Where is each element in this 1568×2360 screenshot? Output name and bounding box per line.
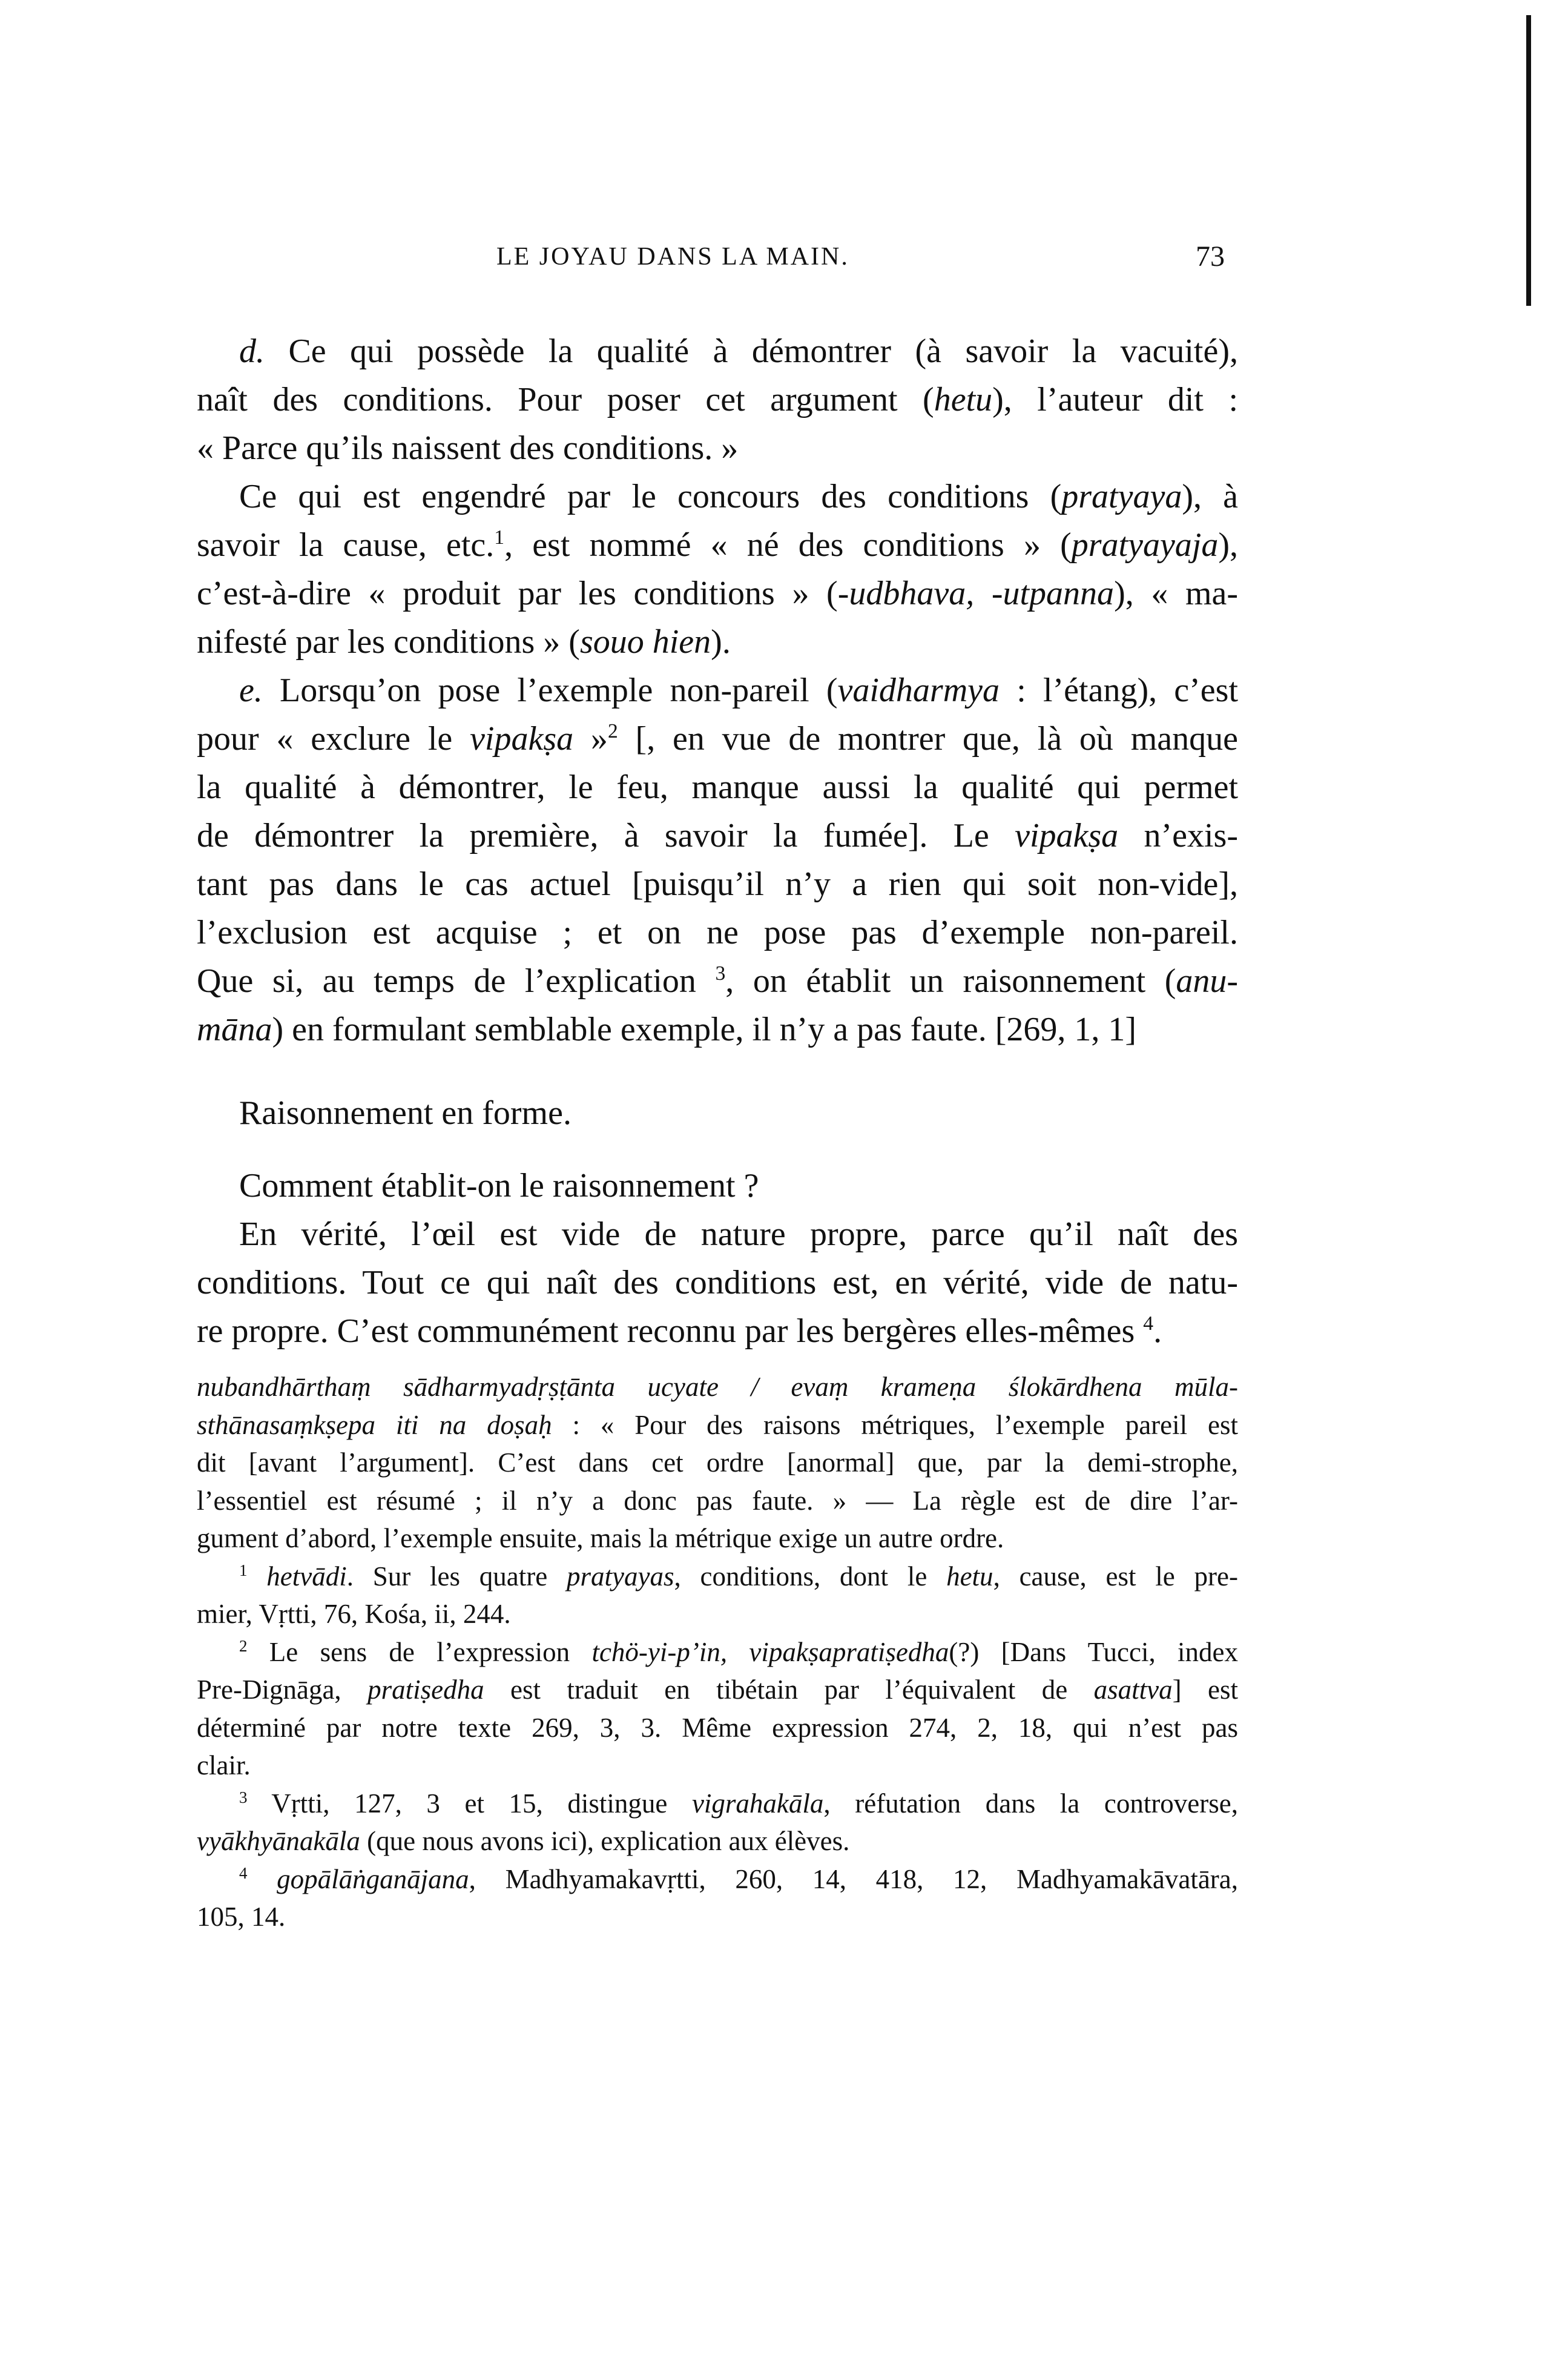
text-run: (que nous avons ici), explication aux élèves. [360, 1826, 850, 1856]
text-run: nifesté par les conditions » ( [197, 623, 580, 661]
italic-term: vyākhyānakāla [197, 1826, 360, 1856]
text-run: : l’étang), c’est [1000, 672, 1238, 709]
text-line [197, 763, 1238, 811]
text-run: (?) [Dans Tucci, index [949, 1636, 1238, 1667]
italic-term: -udbhava, -utpanna [837, 575, 1115, 612]
text-run: . [1153, 1312, 1162, 1350]
footnote-marker: 1 [239, 1561, 248, 1579]
text-run [248, 1561, 267, 1592]
text-run: , conditions, dont le [674, 1561, 947, 1592]
text-line [197, 1519, 1238, 1558]
text-run: re propre. C’est communément reconnu par les bergères elles-mêmes [197, 1312, 1144, 1350]
text-line [197, 1633, 1238, 1671]
text-run: dit [avant l’argument]. C’est dans cet ordre [anormal] que, par la demi-strophe, [197, 1447, 1238, 1478]
section-heading [197, 1089, 1238, 1137]
text-line [197, 1822, 1238, 1860]
italic-term: e. [239, 672, 263, 709]
italic-term: vaidharmya [837, 672, 1000, 709]
footnote-marker: 2 [607, 719, 618, 742]
text-line [197, 908, 1238, 957]
italic-term: gopālāṅganājana [277, 1863, 469, 1894]
footnote [197, 1860, 1238, 1936]
italic-term: hetu [934, 381, 993, 418]
text-run: de démontrer la première, à savoir la fumée]. Le [197, 817, 1015, 854]
text-run: Vṛtti, 127, 3 et 15, distingue [247, 1788, 692, 1819]
text-line [197, 1368, 1238, 1406]
italic-term: d. [239, 332, 265, 370]
footnote [197, 1633, 1238, 1785]
footnote [197, 1785, 1238, 1860]
paragraph [197, 1210, 1238, 1355]
text-run: « Parce qu’ils naissent des conditions. » [197, 429, 739, 467]
italic-term: sthānasaṃkṣepa iti na doṣaḥ [197, 1409, 552, 1440]
text-line [197, 1162, 1238, 1210]
text-line [197, 715, 1238, 763]
text-run: En vérité, l’œil est vide de nature propre, parce qu’il naît des [239, 1215, 1238, 1253]
text-run: pour « exclure le [197, 720, 470, 758]
text-run: est traduit en tibétain par l’équivalent de [484, 1674, 1094, 1705]
text-line [197, 424, 1238, 472]
italic-term: asattva [1093, 1674, 1173, 1705]
italic-term: tchö-yi-p’in, vipakṣapratiṣedha [591, 1636, 949, 1667]
paragraph [197, 327, 1238, 472]
text-line [197, 1860, 1238, 1899]
footnote-marker: 4 [1143, 1312, 1154, 1335]
scan-edge-mark [1526, 15, 1531, 306]
text-line [197, 1785, 1238, 1823]
text-run: mier, Vṛtti, 76, Kośa, ii, 244. [197, 1599, 511, 1629]
text-run: ). [711, 623, 731, 661]
text-run: , est nommé « né des conditions » ( [504, 526, 1072, 564]
paragraph [197, 472, 1238, 666]
paragraph [197, 666, 1238, 1054]
text-run: ) en formulant semblable exemple, il n’y a pas faute. [269, 1, 1] [272, 1011, 1136, 1048]
italic-term: souo hien [579, 623, 711, 661]
text-run: l’essentiel est résumé ; il n’y a donc pas faute. » — La règle est de dire l’ar- [197, 1485, 1238, 1516]
text-line [197, 811, 1238, 860]
italic-term: pratyaya [1061, 478, 1182, 515]
page-number: 73 [1196, 240, 1225, 273]
text-run: , on établit un raisonnement ( [725, 962, 1176, 1000]
italic-term: anu- [1176, 962, 1238, 1000]
text-line [197, 1258, 1238, 1307]
italic-term: vipakṣa [470, 720, 574, 758]
text-run: ), [1218, 526, 1239, 564]
text-line [197, 1747, 1238, 1785]
running-title: LE JOYAU DANS LA MAIN. [496, 243, 849, 271]
text-line [197, 1444, 1238, 1482]
text-run: tant pas dans le cas actuel [puisqu’il n’y a rien qui soit non-vide], [197, 865, 1238, 903]
footnote [197, 1558, 1238, 1633]
italic-term: nubandhārthaṃ sādharmyadṛṣṭānta ucyate / evaṃ krameṇa ślokārdhena mūla- [197, 1372, 1238, 1402]
italic-term: vipakṣa [1015, 817, 1119, 854]
text-line [197, 1671, 1238, 1709]
footnotes [197, 1368, 1238, 1936]
text-run: Ce qui est engendré par le concours des conditions ( [239, 478, 1062, 515]
text-run: [, en vue de montrer que, là où manque [618, 720, 1238, 758]
text-run: clair. [197, 1750, 251, 1780]
text-run: Pre-Dignāga, [197, 1674, 368, 1705]
footnote-marker: 3 [715, 962, 726, 985]
text-run: l’exclusion est acquise ; et on ne pose pas d’exemple non-pareil. [197, 914, 1238, 951]
text-run: Comment établit-on le raisonnement ? [239, 1167, 759, 1205]
footnote [197, 1368, 1238, 1558]
italic-term: pratiṣedha [367, 1674, 484, 1705]
text-run: ] est [1172, 1674, 1238, 1705]
italic-term: pratyayas [567, 1561, 674, 1592]
text-run: Le sens de l’expression [247, 1636, 592, 1667]
text-line [197, 1482, 1238, 1520]
text-line [197, 327, 1238, 375]
text-run: ), l’auteur dit : [992, 381, 1239, 418]
italic-term: hetvādi [266, 1561, 347, 1592]
text-run: , cause, est le pre- [993, 1561, 1238, 1592]
text-line [197, 472, 1238, 521]
text-run: la qualité à démontrer, le feu, manque aussi la qualité qui permet [197, 768, 1238, 806]
italic-term: vigrahakāla [691, 1788, 824, 1819]
text-run: : « Pour des raisons métriques, l’exemple pareil est [552, 1409, 1238, 1440]
text-line [197, 1089, 1238, 1137]
footnote-marker: 1 [494, 526, 505, 549]
text-line [197, 1005, 1238, 1054]
text-run: déterminé par notre texte 269, 3, 3. Même expression 274, 2, 18, qui n’est pas [197, 1712, 1238, 1743]
main-text [197, 327, 1238, 1355]
footnote-marker: 2 [239, 1636, 248, 1655]
text-line [197, 569, 1238, 618]
text-run: , réfutation dans la controverse, [823, 1788, 1238, 1819]
text-line [197, 1558, 1238, 1596]
text-line [197, 666, 1238, 715]
text-run [248, 1864, 277, 1894]
text-line [197, 1709, 1238, 1747]
text-line [197, 375, 1238, 424]
text-line [197, 860, 1238, 908]
text-line [197, 1406, 1238, 1444]
text-run: . Sur les quatre [346, 1561, 567, 1592]
text-run: naît des conditions. Pour poser cet argument ( [197, 381, 934, 418]
text-run: Lorsqu’on pose l’exemple non-pareil ( [262, 672, 838, 709]
italic-term: māna [197, 1011, 272, 1048]
text-run: Ce qui possède la qualité à démontrer (à savoir la vacuité), [265, 332, 1238, 370]
text-run: conditions. Tout ce qui naît des conditions est, en vérité, vide de natu- [197, 1264, 1238, 1301]
text-run: ), à [1182, 478, 1238, 515]
text-line [197, 1898, 1238, 1936]
italic-term: pratyayaja [1071, 526, 1219, 564]
text-run: , Madhyamakavṛtti, 260, 14, 418, 12, Madhyamakāvatāra, [469, 1863, 1239, 1894]
text-run: Raisonnement en forme. [239, 1094, 572, 1132]
text-run: c’est-à-dire « produit par les conditions » ( [197, 575, 838, 612]
footnote-marker: 4 [239, 1863, 248, 1882]
text-run: gument d’abord, l’exemple ensuite, mais la métrique exige un autre ordre. [197, 1523, 1004, 1553]
text-line [197, 1307, 1238, 1355]
text-run: Que si, au temps de l’explication [197, 962, 716, 1000]
text-run: 105, 14. [197, 1902, 286, 1932]
text-line [197, 521, 1238, 569]
text-line [197, 1210, 1238, 1258]
text-run: n’exis- [1118, 817, 1238, 854]
text-run: ), « ma- [1114, 575, 1239, 612]
text-run: savoir la cause, etc. [197, 526, 495, 564]
text-run: » [573, 720, 608, 758]
text-line [197, 1595, 1238, 1633]
section-heading [197, 1162, 1238, 1210]
text-line [197, 618, 1238, 666]
text-line [197, 957, 1238, 1005]
italic-term: hetu [946, 1561, 993, 1592]
footnote-marker: 3 [239, 1788, 248, 1806]
